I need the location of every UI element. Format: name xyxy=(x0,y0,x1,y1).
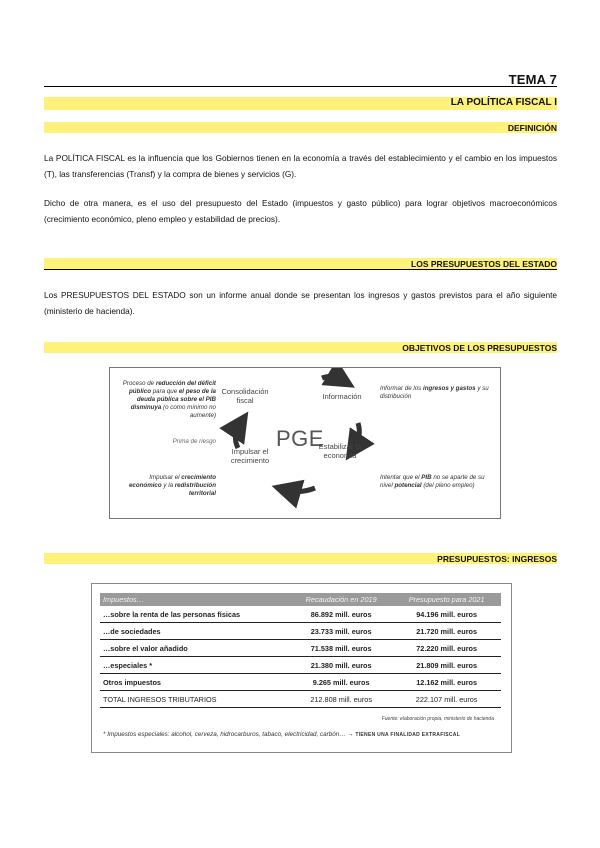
desc-prima-riesgo: Prima de riesgo xyxy=(172,438,216,445)
row-2021: 12.162 mill. euros xyxy=(392,674,501,691)
arrow-bottom-icon xyxy=(286,488,315,492)
definicion-paragraph-1: La POLÍTICA FISCAL es la influencia que los Gobiernos tienen en la economía a través del establecimiento y el cambio en los impuestos (T), las transferencias (Transf) y la compra de bienes y servicios (G). xyxy=(44,153,557,179)
tema-number: TEMA 7 xyxy=(508,72,557,87)
definicion-paragraph-2: Dicho de otra manera, es el uso del presupuesto del Estado (impuestos y gasto público) para lograr objetivos macroeconómicos (crecimiento económico, pleno empleo y estabilidad de precios). xyxy=(44,198,557,224)
row-label: Otros impuestos xyxy=(100,674,290,691)
objetivos-diagram xyxy=(109,367,501,519)
row-label: …sobre la renta de las personas físicas xyxy=(100,606,290,623)
row-2019: 9.265 mill. euros xyxy=(290,674,392,691)
table-row xyxy=(100,640,501,657)
row-2019: 23.733 mill. euros xyxy=(290,623,392,640)
row-label: …de sociedades xyxy=(100,623,290,640)
table-footnote: * Impuestos especiales: alcohol, cerveza, hidrocarburos, tabaco, electricidad, carbón… → TIENEN UNA FINALIDAD EXTRAFISCAL xyxy=(103,731,461,738)
section-band-definicion xyxy=(44,122,557,133)
section-band-ingresos xyxy=(44,553,557,564)
arrow-top-icon xyxy=(322,376,342,380)
row-2021: 21.809 mill. euros xyxy=(392,657,501,674)
title-band xyxy=(44,97,557,110)
ingresos-table-box xyxy=(91,583,512,753)
row-2021: 21.720 mill. euros xyxy=(392,623,501,640)
table-row xyxy=(100,674,501,691)
row-2021: 72.220 mill. euros xyxy=(392,640,501,657)
row-label: …especiales * xyxy=(100,657,290,674)
table-source: Fuente: elaboración propia, ministerio de hacienda xyxy=(381,716,494,722)
row-2019: 212.808 mill. euros xyxy=(290,691,392,708)
section-heading-presupuestos: LOS PRESUPUESTOS DEL ESTADO xyxy=(411,259,557,269)
row-2019: 71.538 mill. euros xyxy=(290,640,392,657)
arrow-left-icon xyxy=(235,424,240,448)
table-header-row xyxy=(100,593,501,606)
desc-impulsar: Impulsar el crecimiento económico y la redistribución territorial xyxy=(128,474,216,497)
row-2019: 86.892 mill. euros xyxy=(290,606,392,623)
header-rule xyxy=(44,86,557,87)
desc-consolidacion: Proceso de reducción del déficit público para que el peso de la deuda pública sobre el PIB disminuya (o como mínimo no aumente) xyxy=(122,380,216,419)
col-header-2021: Presupuesto para 2021 xyxy=(392,593,501,606)
section-band-objetivos xyxy=(44,342,557,353)
row-2019: 21.380 mill. euros xyxy=(290,657,392,674)
row-2021: 222.107 mill. euros xyxy=(392,691,501,708)
table-total-row xyxy=(100,691,501,708)
node-informacion: Información xyxy=(322,392,362,401)
ingresos-table xyxy=(100,593,501,708)
section-heading-definicion: DEFINICIÓN xyxy=(507,123,557,133)
col-header-impuestos: Impuestos… xyxy=(100,593,290,606)
node-estabilizar: Estabilizar la economía xyxy=(318,442,362,460)
row-label: TOTAL INGRESOS TRIBUTARIOS xyxy=(100,691,290,708)
node-consolidacion: Consolidación fiscal xyxy=(221,387,269,405)
col-header-2019: Recaudación en 2019 xyxy=(290,593,392,606)
table-row xyxy=(100,606,501,623)
pge-label: PGE xyxy=(276,426,324,451)
page-title: LA POLÍTICA FISCAL I xyxy=(450,97,557,108)
presupuestos-paragraph: Los PRESUPUESTOS DEL ESTADO son un informe anual donde se presentan los ingresos y gastos previstos para el año siguiente (ministerio de hacienda). xyxy=(44,290,557,316)
desc-estabilizar: Intentar que el PIB no se aparte de su nivel potencial (del pleno empleo) xyxy=(380,474,485,489)
table-row xyxy=(100,657,501,674)
section-band-presupuestos xyxy=(44,258,557,270)
row-2021: 94.196 mill. euros xyxy=(392,606,501,623)
desc-informacion: Informar de los ingresos y gastos y su distribución xyxy=(380,385,489,400)
node-impulsar: Impulsar el crecimiento xyxy=(230,447,270,465)
section-heading-ingresos: PRESUPUESTOS: INGRESOS xyxy=(437,554,557,564)
table-row xyxy=(100,623,501,640)
section-heading-objetivos: OBJETIVOS DE LOS PRESUPUESTOS xyxy=(402,343,557,353)
row-label: …sobre el valor añadido xyxy=(100,640,290,657)
